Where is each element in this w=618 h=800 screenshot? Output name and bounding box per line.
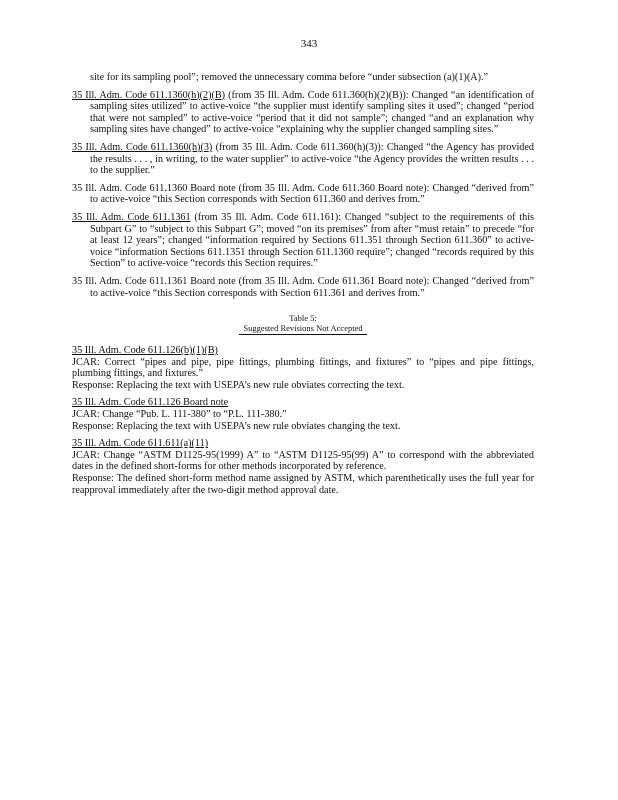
jcar-comment: JCAR: Change “Pub. L. 111-380” to “P.L. 111-380.” [72,409,287,421]
table-subtitle [72,323,534,335]
page-number: 343 [300,38,318,50]
list-item [72,212,534,270]
list-item [72,90,534,136]
suggestion-citation: 35 Ill. Adm. Code 611.126 Board note [72,397,229,409]
entry-text: 35 Ill. Adm. Code 611.1361 Board note (from 35 Ill. Adm. Code 611.361 Board note): Changed “derived from” to active-voice “this Section corresponds with Section 611.361 and derives from.” [72,275,534,299]
list-item [72,276,534,299]
board-response: Response: Replacing the text with USEPA’s new rule obviates correcting the text. [72,379,405,391]
board-response: Response: The defined short-form method name assigned by ASTM, which parenthetically uses the full year for reapproval immediately after the two-digit method approval date. [72,473,534,496]
list-item [72,142,534,177]
jcar-comment: JCAR: Change “ASTM D1125-95(1999) A” to “ASTM D1125-95(99) A” to correspond with the abbreviated dates in the defined short-forms for other methods incorporated by reference. [72,449,534,473]
list-item [72,183,534,206]
suggestion-citation: 35 Ill. Adm. Code 611.611(a)(11) [72,438,209,450]
suggestion-item [72,345,534,391]
entry-text: 35 Ill. Adm. Code 611.1360 Board note (from 35 Ill. Adm. Code 611.360 Board note): Changed “derived from” to active-voice “this Section corresponds with Section 611.360 and derives from.” [72,182,534,206]
table-subtitle-text: Suggested Revisions Not Accepted [239,323,366,335]
entry-text: (from 35 Ill. Adm. Code 611.360(h)(3)): Changed “the Agency has provided the results . . . , in writing, to the water supplier” to active-voice “the Agency provides the written results . . . to the supplier.” [90,141,535,177]
page-body [72,72,534,502]
table-title: Table 5: [289,313,317,324]
suggestion-item [72,438,534,496]
entry-text: (from 35 Ill. Adm. Code 611.161): Changed “subject to the requirements of this Subpart G” to “subject to this Subpart G”; moved “on its premises” from after “must retain” to precede “for at least 12 years”; changed “information required by Sections 611.351 through Section 611.360” to active-voice “information Sections 611.1351 through Section 611.1360 require”; changed “records required by this Section” to active-voice “records this Section requires.” [90,211,534,270]
suggestion-item [72,397,534,432]
board-response: Response: Replacing the text with USEPA’s new rule obviates changing the text. [72,420,401,432]
jcar-comment: JCAR: Correct “pipes and pipe, pipe fittings, plumbing fittings, and fixtures” to “pipes and pipe fittings, plumbing fittings, and fixtures.” [72,356,534,380]
entry-text: (from 35 Ill. Adm. Code 611.360(h)(2)(B)): Changed “an identification of sampling sites utilized” to active-voice “the supplier must identify sampling sites it used”; changed “period that were not sampled” to active-voice “period that it did not sample”; changed “and an explanation why sampling sites have changed” to active-voice “explaining why the supplier changed sampling sites.” [90,89,534,136]
suggestion-citation: 35 Ill. Adm. Code 611.126(b)(1)(B) [72,345,218,357]
entry-citation: 35 Ill. Adm. Code 611.1360(h)(2)(B) [72,89,226,101]
list-item [72,72,534,84]
entry-text: site for its sampling pool”; removed the unnecessary comma before “under subsection (a)(1)(A).” [90,72,489,83]
entry-citation: 35 Ill. Adm. Code 611.1360(h)(3) [72,141,213,153]
entry-citation: 35 Ill. Adm. Code 611.1361 [72,211,191,223]
